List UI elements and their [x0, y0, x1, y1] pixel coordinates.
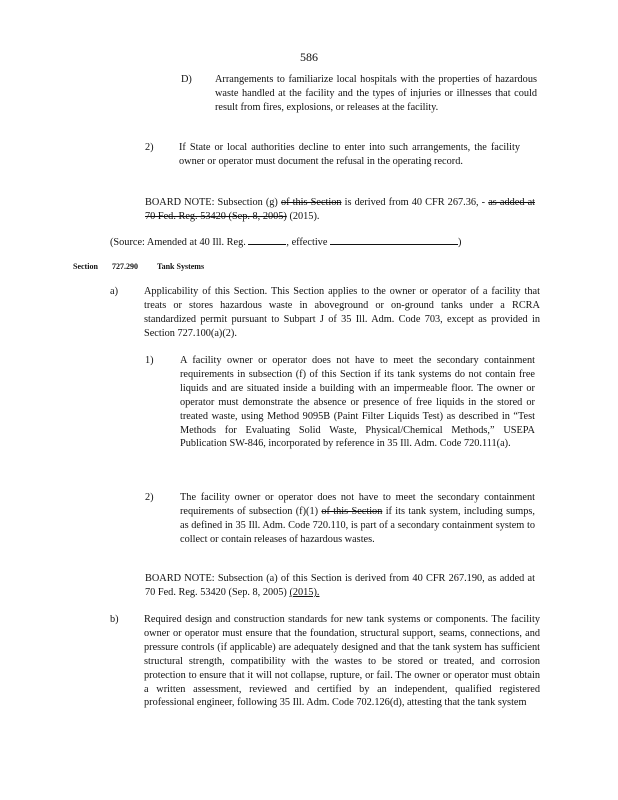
item-label-2: 2) [145, 142, 154, 153]
subsection-a2-strike: of this Section [321, 505, 383, 517]
subsection-a-text: Applicability of this Section. This Section applies to the owner or operator of a facility that treats or stores hazardous waste in aboveground or on-ground tanks under a RCRA standardized permit pursuant to Subpart J of 35 Ill. Adm. Code 703, except as provided in Section 727.100(a)(2). [144, 286, 540, 339]
board-note-g-strike-1: of this Section [280, 197, 342, 208]
item-2-text: If State or local authorities decline to enter into such arrangements, the facility owner or operator must document the refusal in the operating record. [179, 142, 520, 167]
subsection-a1-text: A facility owner or operator does not have to meet the secondary containment requirements in subsection (f) of this Section if its tank systems do not contain free liquids and are situated inside a building with an impermeable floor. The owner or operator must demonstrate the absence or presence of free liquids in the stored or treated waste, using Method 9095B (Paint Filter Liquids Test) as described in “Test Methods for Evaluating Solid Waste, Physical/Chemical Methods,” USEPA Publication SW-846, incorporated by reference in 35 Ill. Adm. Code 720.111(a). [180, 355, 535, 450]
board-note-g: BOARD NOTE: Subsection (g) of this Section is derived from 40 CFR 267.36, - as added at 70 Fed. Reg. 53420 (Sep. 8, 2005) (2015). [145, 197, 536, 222]
source-text-a: (Source: Amended at 40 Ill. Reg. [110, 237, 246, 248]
subsection-a2-text-a: The facility owner or operator does not have to meet the secondary containment requirements of subsection (f)(1) [180, 492, 535, 517]
board-note-g-text-a: BOARD NOTE: Subsection (g) [145, 197, 278, 208]
subsection-label-b: b) [110, 614, 119, 625]
board-note-g-text-c: (2015). [289, 210, 320, 222]
board-note-a [145, 572, 535, 600]
page-number: 586 [300, 50, 318, 64]
subsection-a2-text [180, 491, 535, 547]
board-note-a-text: BOARD NOTE: Subsection (a) of this Section is derived from 40 CFR 267.190, as added at 70 Fed. Reg. 53420 (Sep. 8, 2005) [145, 573, 535, 598]
effective-blank [330, 235, 458, 245]
subsection-a2-text-b: if its tank system, including sumps, as defined in 35 Ill. Adm. Code 720.110, is part of a secondary containment system to collect or contain releases of hazardous wastes. [180, 505, 535, 545]
source-note [110, 235, 540, 250]
section-word: Section [73, 262, 98, 271]
section-number: 727.290 [112, 262, 138, 271]
subsection-label-a2: 2) [145, 492, 154, 503]
board-note-g-strike-2: as added at 70 Fed. Reg. 53420 (Sep. 8, 2005) [145, 197, 536, 222]
section-title: Tank Systems [157, 262, 205, 271]
register-blank [248, 235, 286, 245]
board-note-a-underline: (2015). [289, 586, 320, 598]
subsection-b-text: Required design and construction standards for new tank systems or components. The facility owner or operator must ensure that the foundation, structural support, seams, connections, and pressure controls (if applicable) are adequately designed and that the tank system has sufficient structural strength, compatibility with the wastes to be stored or treated, and corrosion protection to ensure that it will not collapse, rupture, or fail. The owner or operator must obtain a written assessment, reviewed and certified by an independent, qualified registered professional engineer, following 35 Ill. Adm. Code 702.126(d), attesting that the tank system [144, 614, 540, 709]
board-note-g-text-b: is derived from 40 CFR 267.36, [344, 197, 479, 208]
subsection-label-a: a) [110, 286, 118, 297]
source-text-b: , effective [286, 237, 328, 248]
source-text-c: ) [457, 237, 462, 248]
item-label-d: D) [181, 74, 192, 85]
subsection-label-a1: 1) [145, 355, 154, 366]
item-d-text: Arrangements to familiarize local hospitals with the properties of hazardous waste handled at the facility and the types of injuries or illnesses that could result from fires, explosions, or releases at the facility. [215, 74, 537, 113]
